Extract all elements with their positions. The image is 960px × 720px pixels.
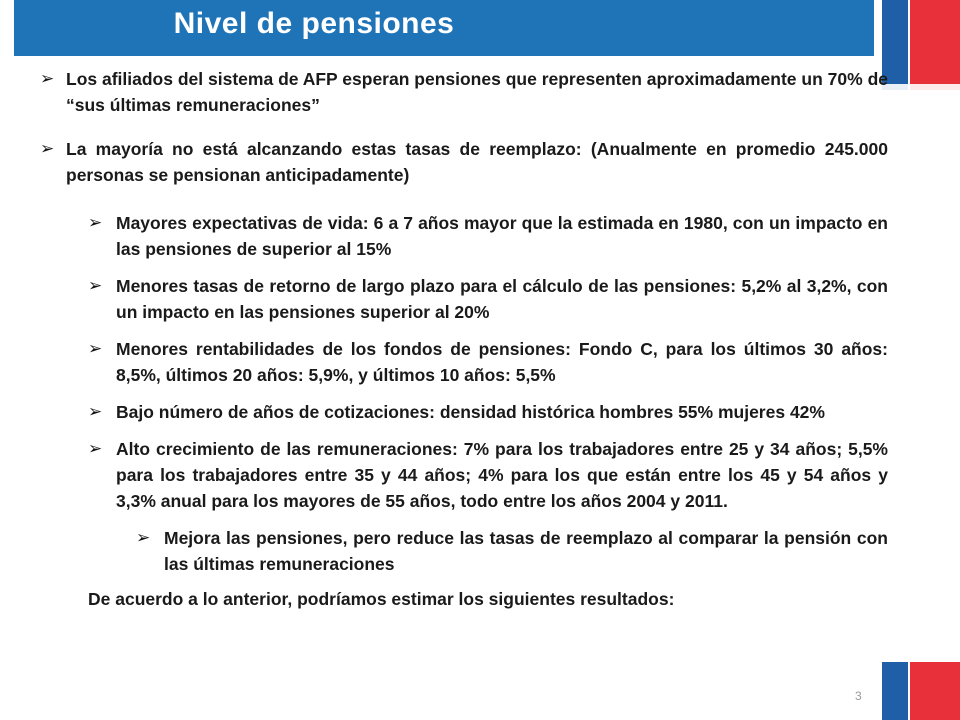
bullet-point <box>40 66 888 118</box>
page-number: 3 <box>855 689 862 703</box>
arrow-bullet-icon: ➢ <box>88 276 103 295</box>
sub-bullet-point <box>40 436 888 514</box>
arrow-bullet-icon: ➢ <box>88 402 103 421</box>
arrow-bullet-icon: ➢ <box>40 69 55 88</box>
title-bar <box>14 0 874 56</box>
sub-sub-bullet-point <box>40 525 888 577</box>
arrow-bullet-icon: ➢ <box>88 213 103 232</box>
arrow-bullet-icon: ➢ <box>88 439 103 458</box>
sub-bullet-text: Menores rentabilidades de los fondos de pensiones: Fondo C, para los últimos 30 años: 8,5%, últimos 20 años: 5,9%, y últimos 10 años: 5,5% <box>116 339 888 385</box>
arrow-bullet-icon: ➢ <box>40 139 55 158</box>
chile-flag-logo-bottom <box>882 662 960 720</box>
arrow-bullet-icon: ➢ <box>136 528 151 547</box>
sub-bullet-text: Bajo número de años de cotizaciones: densidad histórica hombres 55% mujeres 42% <box>116 402 825 422</box>
conclusion-text: De acuerdo a lo anterior, podríamos estimar los siguientes resultados: <box>88 589 675 609</box>
bullet-text: La mayoría no está alcanzando estas tasas de reemplazo: (Anualmente en promedio 245.000 personas se pensionan anticipadamente) <box>66 139 888 185</box>
sub-bullet-text: Mayores expectativas de vida: 6 a 7 años mayor que la estimada en 1980, con un impacto en las pensiones de superior al 15% <box>116 213 888 259</box>
bullet-text: Los afiliados del sistema de AFP esperan pensiones que representen aproximadamente un 70% de “sus últimas remuneraciones” <box>66 69 888 115</box>
arrow-bullet-icon: ➢ <box>88 339 103 358</box>
slide-content <box>40 66 888 612</box>
sub-sub-bullet-text: Mejora las pensiones, pero reduce las tasas de reemplazo al comparar la pensión con las últimas remuneraciones <box>164 528 888 574</box>
sub-bullet-text: Menores tasas de retorno de largo plazo para el cálculo de las pensiones: 5,2% al 3,2%, con un impacto en las pensiones superior al 20% <box>116 276 888 322</box>
sub-bullet-point <box>40 273 888 325</box>
sub-bullet-text: Alto crecimiento de las remuneraciones: 7% para los trabajadores entre 25 y 34 años; 5,5% para los trabajadores entre 35 y 44 años; 4% para los que están entre los 45 y 54 años y 3,3% anual para los mayores de 55 años, todo entre los años 2004 y 2011. <box>116 439 888 511</box>
sub-bullet-point <box>40 210 888 262</box>
sub-bullet-point <box>40 399 888 425</box>
slide-title: Nivel de pensiones <box>173 7 455 40</box>
bullet-point <box>40 136 888 188</box>
sub-bullet-point <box>40 336 888 388</box>
chile-flag-logo-top <box>882 0 960 90</box>
